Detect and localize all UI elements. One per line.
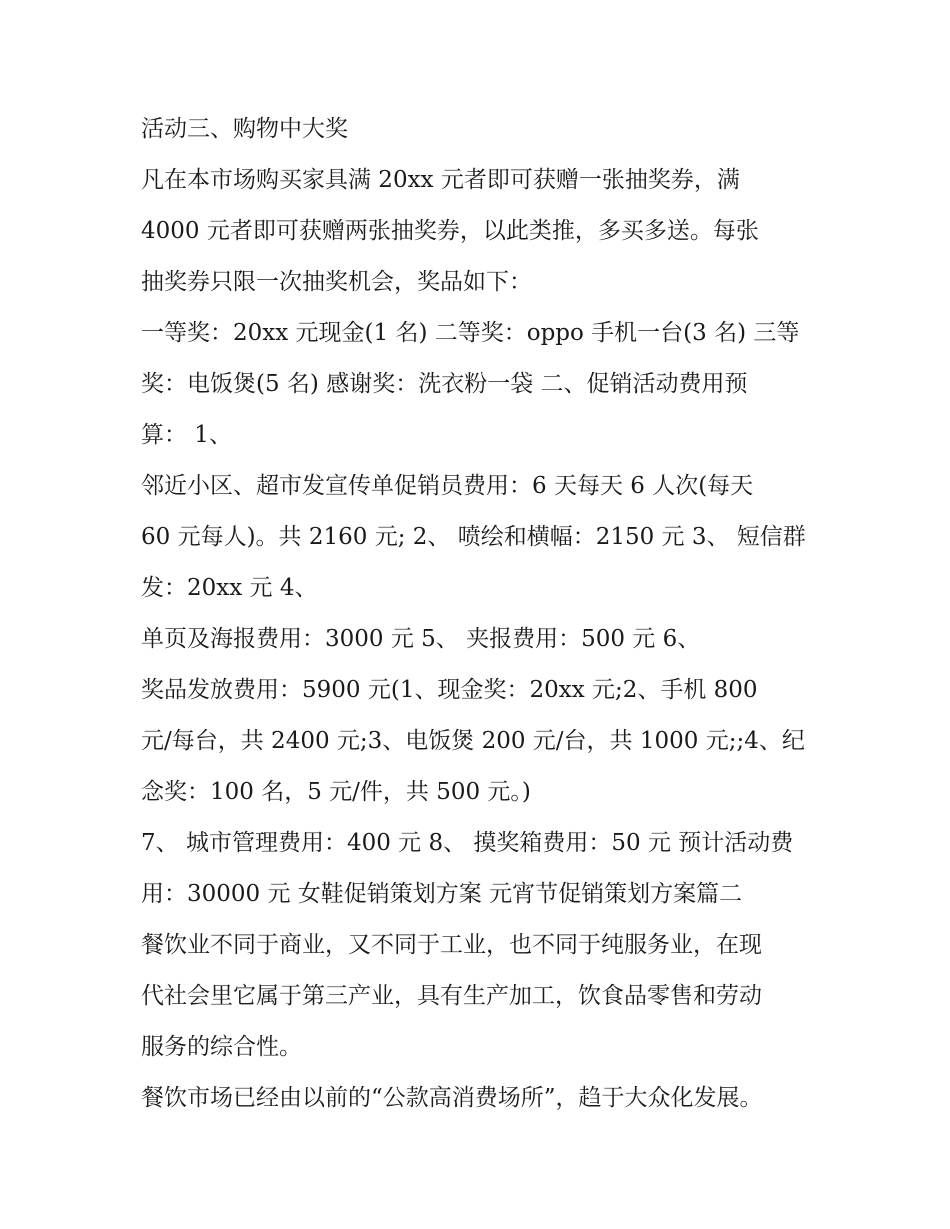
text-line: 代社会里它属于第三产业，具有生产加工，饮食品零售和劳动	[141, 983, 762, 1009]
text-line: 元/每台，共 2400 元;3、电饭煲 200 元/台，共 1000 元;;4、纪	[141, 728, 805, 754]
text-line: 一等奖：20xx 元现金(1 名) 二等奖：oppo 手机一台(3 名) 三等	[141, 320, 800, 346]
text-line: 奖品发放费用：5900 元(1、现金奖：20xx 元;2、手机 800	[141, 677, 758, 703]
text-line: 抽奖券只限一次抽奖机会，奖品如下：	[141, 269, 532, 295]
text-line: 凡在本市场购买家具满 20xx 元者即可获赠一张抽奖券，满	[141, 167, 740, 193]
text-line: 服务的综合性。	[141, 1034, 302, 1060]
text-line: 活动三、购物中大奖	[141, 116, 348, 142]
text-line: 念奖：100 名，5 元/件，共 500 元。)	[141, 779, 531, 805]
text-line: 7、 城市管理费用：400 元 8、 摸奖箱费用：50 元 预计活动费	[141, 830, 794, 856]
text-line: 餐饮市场已经由以前的“公款高消费场所”，趋于大众化发展。	[141, 1085, 763, 1111]
text-line: 4000 元者即可获赠两张抽奖券，以此类推，多买多送。每张	[141, 218, 759, 244]
text-line: 邻近小区、超市发宣传单促销员费用：6 天每天 6 人次(每天	[141, 473, 754, 499]
text-line: 发：20xx 元 4、	[141, 575, 318, 601]
document-body	[141, 104, 841, 1124]
text-line: 60 元每人)。共 2160 元; 2、 喷绘和横幅：2150 元 3、 短信群	[141, 524, 806, 550]
text-line: 用：30000 元 女鞋促销策划方案 元宵节促销策划方案篇二	[141, 881, 743, 907]
text-line: 算： 1、	[141, 422, 232, 448]
text-line: 餐饮业不同于商业，又不同于工业，也不同于纯服务业，在现	[141, 932, 762, 958]
text-line: 单页及海报费用：3000 元 5、 夹报费用：500 元 6、	[141, 626, 701, 652]
text-line: 奖：电饭煲(5 名) 感谢奖：洗衣粉一袋 二、促销活动费用预	[141, 371, 748, 397]
